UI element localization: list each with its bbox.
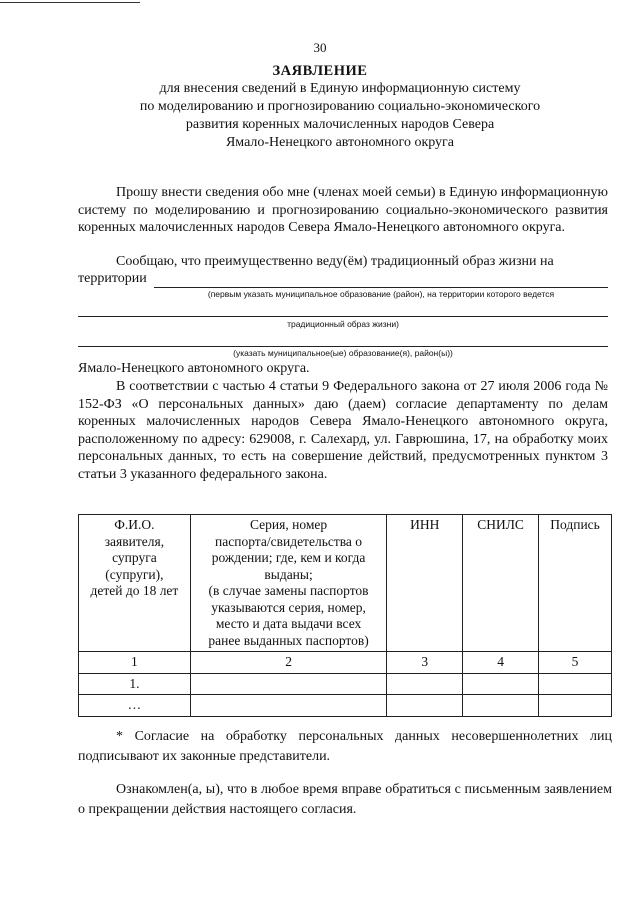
page-number: 30 (313, 40, 327, 55)
territory-fill-line[interactable] (154, 287, 608, 288)
table-cell[interactable]: 1. (79, 673, 191, 695)
lifestyle-paragraph: Сообщаю, что преимущественно веду(ём) традиционный образ жизни на (116, 254, 554, 269)
request-paragraph: Прошу внести сведения обо мне (членах моей семьи) в Единую информационную систему по моделированию и прогнозированию социально-экономического развития коренных малочисленных народов Севера Ямало-Ненецкого автономного округа. (78, 185, 608, 235)
table-cell[interactable] (463, 695, 539, 717)
column-number: 5 (539, 652, 612, 674)
table-cell[interactable] (539, 695, 612, 717)
subtitle-line: по моделированию и прогнозированию социально-экономического (139, 99, 541, 114)
territory-caption: (первым указать муниципальное образование (район), на территории которого ведется (207, 289, 555, 299)
table-cell[interactable] (190, 673, 387, 695)
column-number: 4 (463, 652, 539, 674)
subtitle-line: для внесения сведений в Единую информационную систему (159, 81, 521, 96)
table-cell[interactable] (387, 673, 463, 695)
territory-label: территории (78, 271, 147, 286)
municipality-fill-line[interactable] (78, 346, 608, 347)
table-cell[interactable] (539, 673, 612, 695)
table-cell[interactable]: … (79, 695, 191, 717)
header-inn: ИНН (387, 515, 463, 652)
subtitle-line: Ямало-Ненецкого автономного округа (225, 135, 455, 150)
table-column-numbers-row (79, 652, 612, 674)
applicant-table (78, 514, 612, 717)
document-title: ЗАЯВЛЕНИЕ (272, 63, 368, 79)
table-cell[interactable] (463, 673, 539, 695)
table-cell[interactable] (387, 695, 463, 717)
subtitle-line: развития коренных малочисленных народов Севера (185, 117, 495, 132)
table-row (79, 695, 612, 717)
consent-paragraph: В соответствии с частью 4 статьи 9 Федерального закона от 27 июля 2006 года № 152-ФЗ «О персональных данных» даю (даем) согласие департаменту по делам коренных малочисленных народов Севера Ямало-Ненецкого автономного округа, расположенному по адресу: 629008, г. Салехард, ул. Гаврюшина, 17, на обработку моих персональных данных, то есть на совершение действий, предусмотренных пунктом 3 статьи 3 указанного федерального закона. (78, 379, 608, 482)
column-number: 3 (387, 652, 463, 674)
header-signature: Подпись (539, 515, 612, 652)
table-cell[interactable] (190, 695, 387, 717)
region-line: Ямало-Ненецкого автономного округа. (78, 361, 310, 376)
header-snils: СНИЛС (463, 515, 539, 652)
top-rule (0, 2, 140, 3)
document-subtitle (80, 80, 600, 152)
table-header-row (79, 515, 612, 652)
header-fio: Ф.И.О. заявителя, супруга (супруги), детей до 18 лет (79, 515, 191, 652)
lifestyle-caption: традиционный образ жизни) (287, 319, 399, 329)
territory-fill-line-2[interactable] (78, 316, 608, 317)
table-row (79, 673, 612, 695)
acknowledgement: Ознакомлен(а, ы), что в любое время вправе обратиться с письменным заявлением о прекращении действия настоящего согласия. (78, 782, 612, 817)
footnote: * Согласие на обработку персональных данных несовершеннолетних лиц подписывают их законные представители. (78, 729, 612, 764)
column-number: 2 (190, 652, 387, 674)
municipality-caption: (указать муниципальное(ые) образование(я), район(ы)) (233, 348, 453, 358)
header-passport: Серия, номер паспорта/свидетельства о рождении; где, кем и когда выданы; (в случае замены паспортов указываются серия, номер, место и дата выдачи всех ранее выданных паспортов) (190, 515, 387, 652)
column-number: 1 (79, 652, 191, 674)
